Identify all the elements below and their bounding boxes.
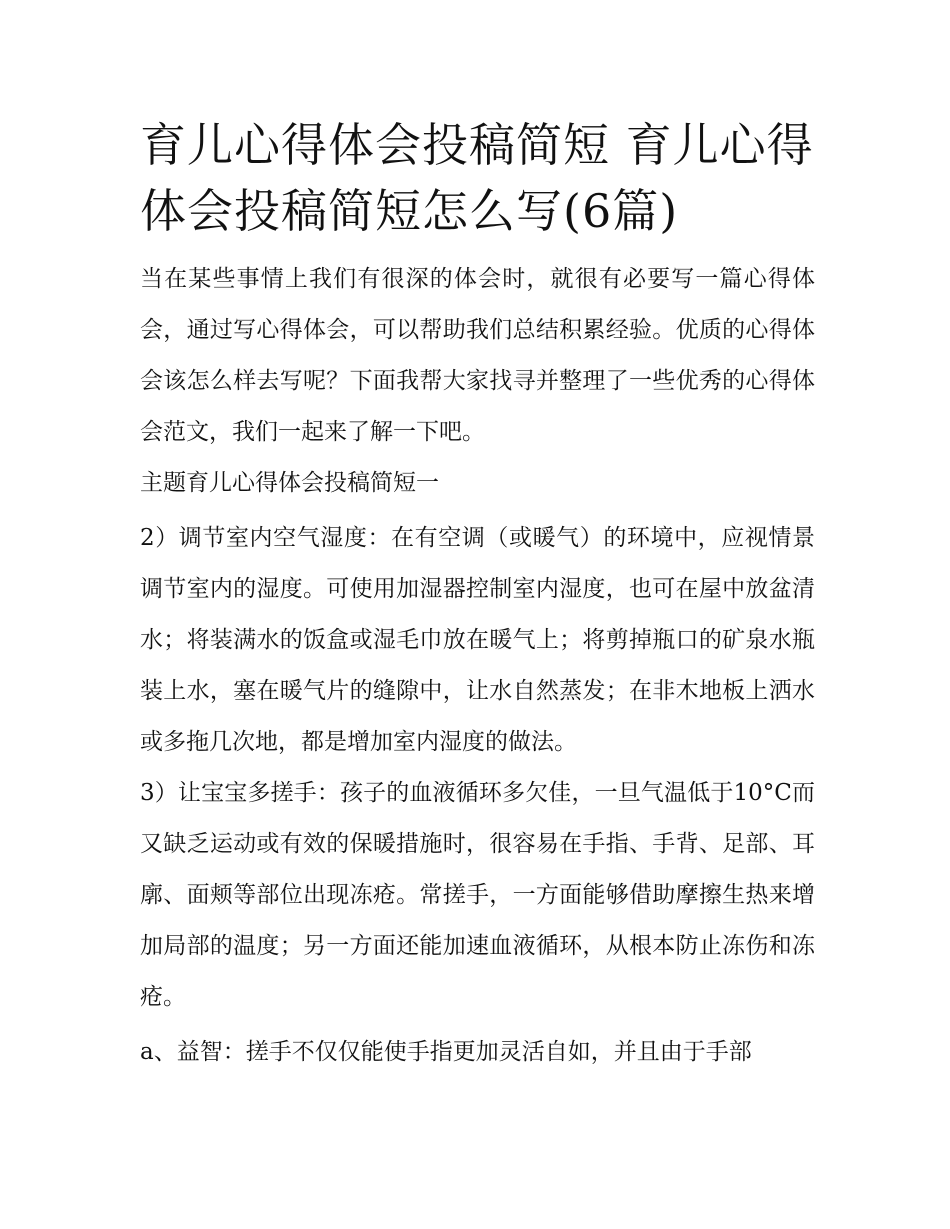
document-page [140,112,815,1078]
document-title: 育儿心得体会投稿简短 育儿心得体会投稿简短怎么写(6篇) [140,118,814,238]
body-paragraph-intelligence: a、益智：搓手不仅仅能使手指更加灵活自如，并且由于手部 [140,1039,752,1065]
body-paragraph-rub-hands: 3）让宝宝多搓手：孩子的血液循环多欠佳，一旦气温低于10°C而又缺乏运动或有效的保暖措施时，很容易在手指、手背、足部、耳廓、面颊等部位出现冻疮。常搓手，一方面能够借助摩擦生热来增加局部的温度；另一方面还能加速血液循环，从根本防止冻伤和冻疮。 [140,780,815,1010]
intro-paragraph: 当在某些事情上我们有很深的体会时，就很有必要写一篇心得体会，通过写心得体会，可以帮助我们总结积累经验。优质的心得体会该怎么样去写呢？下面我帮大家找寻并整理了一些优秀的心得体会范文，我们一起来了解一下吧。 [140,266,815,445]
body-paragraph-humidity: 2）调节室内空气湿度：在有空调（或暖气）的环境中，应视情景调节室内的湿度。可使用加湿器控制室内湿度，也可在屋中放盆清水；将装满水的饭盒或湿毛巾放在暖气上；将剪掉瓶口的矿泉水瓶装上水，塞在暖气片的缝隙中，让水自然蒸发；在非木地板上洒水或多拖几次地，都是增加室内湿度的做法。 [140,525,815,755]
section-heading: 主题育儿心得体会投稿简短一 [140,470,439,496]
